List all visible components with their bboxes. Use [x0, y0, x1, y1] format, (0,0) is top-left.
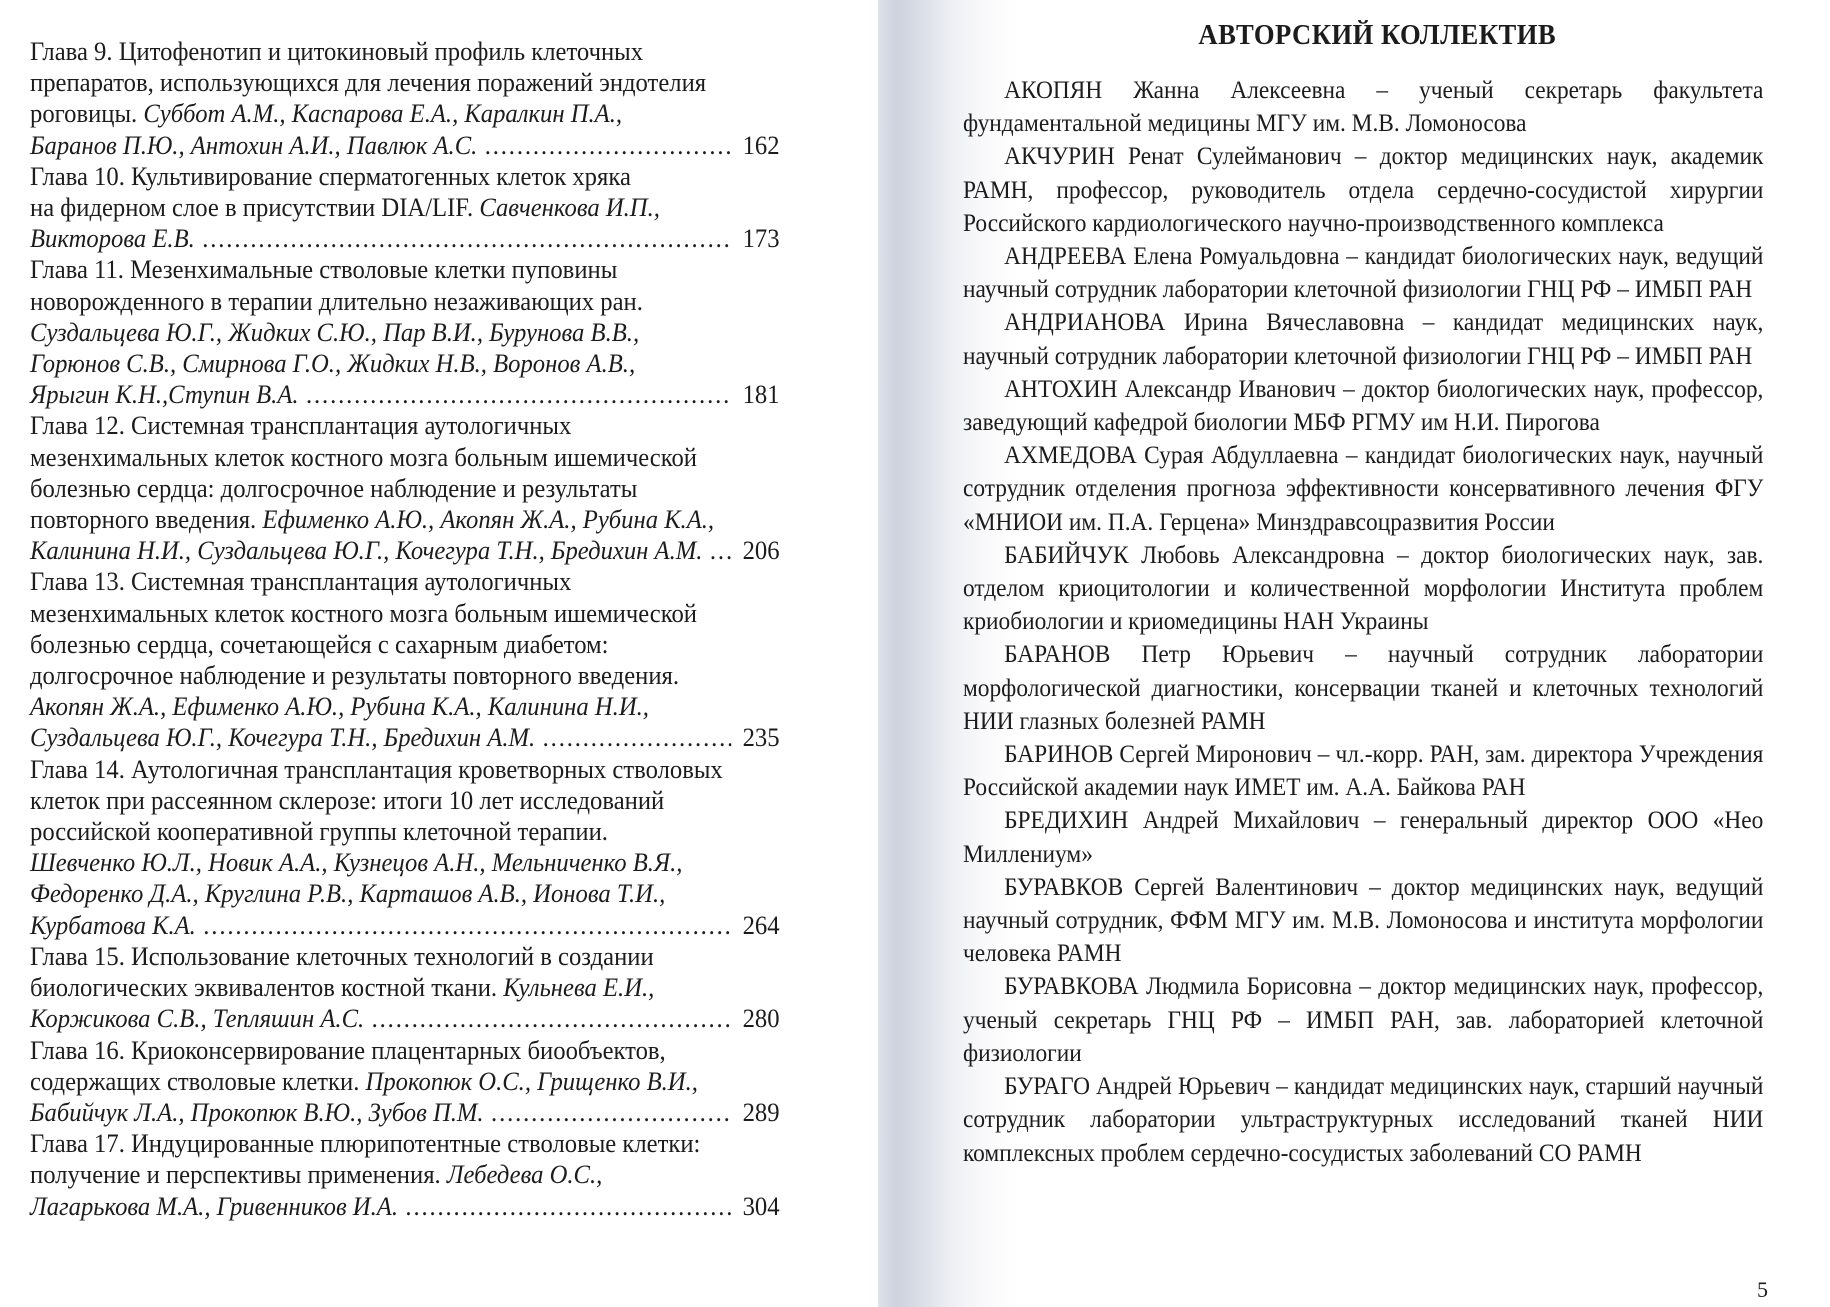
toc-entry[interactable]	[30, 941, 780, 1035]
dot-leader	[405, 1191, 731, 1222]
author-entry	[963, 539, 1763, 639]
author-surname: АХМЕДОВА	[1004, 442, 1137, 470]
toc-title-line: Глава 13. Системная трансплантация аутологичных	[30, 566, 572, 597]
left-page	[0, 0, 880, 1307]
dot-leader	[710, 535, 731, 566]
toc-authors: Ярыгин К.Н.,Ступин В.А.	[30, 379, 299, 410]
author-description: Александр Иванович – доктор биологических наук, профессор, заведующий кафедрой биологии МБФ РГМУ им Н.И. Пирогова	[963, 375, 1764, 437]
toc-page-number[interactable]: 304	[742, 1190, 780, 1221]
toc-title-line	[30, 98, 780, 129]
toc-title-line: Глава 16. Криоконсервирование плацентарных биообъектов,	[30, 1034, 666, 1065]
toc-authors: Лагарькова М.А., Гривенников И.А.	[30, 1190, 398, 1221]
page-number: 5	[1757, 1277, 1768, 1302]
author-description: Ренат Сулейманович – доктор медицинских наук, академик РАМН, профессор, руководитель отдела сердечно-сосудистой хирургии Российского кардиологического научно-производственного комплекса	[963, 143, 1764, 237]
toc-entry[interactable]	[30, 1128, 780, 1222]
author-description: Любовь Александровна – доктор биологических наук, зав. отделом криоцитологии и количественной морфологии Института проблем криобиологии и криомедицины НАН Украины	[963, 541, 1764, 636]
author-surname: АНДРИАНОВА	[1004, 309, 1166, 337]
toc-title-line: клеток при рассеянном склерозе: итоги 10 лет исследований	[30, 784, 665, 815]
toc-entry[interactable]	[30, 754, 780, 941]
author-surname: БРЕДИХИН	[1004, 807, 1129, 835]
author-entry	[963, 871, 1763, 971]
author-list	[963, 74, 1763, 1170]
toc-page-number[interactable]: 235	[742, 722, 780, 753]
toc-authors: Ефименко А.Ю., Акопян Ж.А., Рубина К.А.,	[262, 504, 715, 535]
author-description: Ирина Вячеславовна – кандидат медицинских наук, научный сотрудник лаборатории клеточной физиологии ГНЦ РФ – ИМБП РАН	[963, 309, 1764, 370]
toc-title-line: Глава 12. Системная трансплантация аутологичных	[30, 410, 572, 441]
toc-authors: Суббот А.М., Каспарова Е.А., Каралкин П.А.,	[143, 98, 623, 129]
toc-title-line: Глава 10. Культивирование сперматогенных клеток хряка	[30, 160, 631, 191]
author-surname: АНТОХИН	[1004, 375, 1118, 403]
toc-title-line: препаратов, использующихся для лечения поражений эндотелия	[30, 67, 707, 98]
toc-authors: Калинина Н.И., Суздальцева Ю.Г., Кочегура Т.Н., Бредихин А.М.	[30, 535, 703, 566]
author-entry	[963, 738, 1763, 804]
toc-authors: Суздальцева Ю.Г., Кочегура Т.Н., Бредихин А.М.	[30, 722, 536, 753]
toc-title-line: долгосрочное наблюдение и результаты повторного введения.	[30, 660, 680, 691]
toc-entry[interactable]	[30, 161, 780, 255]
toc-title-line: мезенхимальных клеток костного мозга больным ишемической	[30, 597, 697, 628]
toc-authors: Лебедева О.С.,	[446, 1159, 603, 1190]
author-collective-section	[963, 20, 1763, 1170]
toc-title-line: Глава 11. Мезенхимальные стволовые клетки пуповины	[30, 254, 618, 285]
toc-authors: Прокопюк О.С., Грищенко В.И.,	[365, 1065, 698, 1096]
toc-title-tail: получение и перспективы применения.	[30, 1159, 447, 1190]
dot-leader	[203, 910, 731, 941]
toc-authors: Акопян Ж.А., Ефименко А.Ю., Рубина К.А., Калинина Н.И.,	[30, 691, 649, 722]
author-description: Елена Ромуальдовна – кандидат биологических наук, ведущий научный сотрудник лаборатории клеточной физиологии ГНЦ РФ – ИМБП РАН	[963, 243, 1764, 304]
toc-page-number[interactable]: 206	[742, 535, 780, 566]
author-surname: БАРАНОВ	[1004, 641, 1111, 669]
author-surname: БАРИНОВ	[1004, 741, 1114, 769]
toc-title-tail: роговицы.	[30, 98, 144, 129]
toc-entry[interactable]	[30, 36, 780, 161]
author-description: Людмила Борисовна – доктор медицинских наук, профессор, ученый секретарь ГНЦ РФ – ИМБП РАН, зав. лабораторией клеточной физиологии	[963, 973, 1764, 1067]
author-description: Жанна Алексеевна – ученый секретарь факультета фундаментальной медицины МГУ им. М.В. Ломоносова	[963, 77, 1764, 138]
toc-title-line: болезнью сердца: долгосрочное наблюдение и результаты	[30, 472, 638, 503]
author-entry	[963, 638, 1763, 738]
toc-title-tail: повторного введения.	[30, 504, 263, 535]
toc-entry[interactable]	[30, 1035, 780, 1129]
author-entry	[963, 1070, 1763, 1170]
toc-title-line: мезенхимальных клеток костного мозга больным ишемической	[30, 441, 697, 472]
dot-leader	[372, 1003, 732, 1034]
toc-page-number[interactable]: 264	[742, 909, 780, 940]
author-entry	[963, 439, 1763, 539]
toc-page-number[interactable]: 181	[742, 379, 780, 410]
toc-authors: Викторова Е.В.	[30, 223, 195, 254]
toc-title-line: Глава 14. Аутологичная трансплантация кроветворных стволовых	[30, 753, 723, 784]
toc-title-line	[30, 1159, 780, 1190]
toc-page-number[interactable]: 289	[742, 1096, 780, 1127]
toc-authors: Савченкова И.П.,	[479, 192, 660, 223]
author-description: Сергей Валентинович – доктор медицинских наук, ведущий научный сотрудник, ФФМ МГУ им. М.В. Ломоносова и института морфологии человека РАМН	[963, 873, 1764, 968]
toc-page-number[interactable]: 280	[742, 1003, 780, 1034]
toc-entry[interactable]	[30, 566, 780, 753]
toc-title-line: российской кооперативной группы клеточной терапии.	[30, 816, 608, 847]
author-surname: АКЧУРИН	[1004, 143, 1115, 171]
dot-leader	[202, 223, 731, 254]
author-description: Андрей Юрьевич – кандидат медицинских наук, старший научный сотрудник лаборатории ультраструктурных исследований тканей НИИ комплексных проблем сердечно-сосудистых заболеваний СО РАМН	[963, 1073, 1764, 1167]
author-surname: БУРАВКОВА	[1004, 973, 1139, 1001]
toc-title-tail: содержащих стволовые клетки.	[30, 1065, 366, 1096]
toc-title-line: Глава 9. Цитофенотип и цитокиновый профиль клеточных	[30, 36, 644, 66]
table-of-contents	[30, 36, 780, 1222]
author-surname: АНДРЕЕВА	[1004, 243, 1127, 271]
toc-title-line	[30, 192, 780, 223]
toc-authors: Баранов П.Ю., Антохин А.И., Павлюк А.С.	[30, 129, 478, 160]
toc-title-tail: биологических эквивалентов костной ткани.	[30, 972, 504, 1003]
toc-page-number[interactable]: 173	[742, 223, 780, 254]
author-entry	[963, 240, 1763, 306]
toc-title-line	[30, 972, 780, 1003]
dot-leader	[485, 130, 731, 161]
toc-title-line: новорожденного в терапии длительно незаживающих ран.	[30, 285, 643, 316]
author-entry	[963, 140, 1763, 240]
toc-title-line: Глава 15. Использование клеточных технологий в создании	[30, 940, 654, 971]
toc-authors: Коржикова С.В., Тепляшин А.С.	[30, 1003, 365, 1034]
author-entry	[963, 970, 1763, 1070]
section-title: АВТОРСКИЙ КОЛЛЕКТИВ	[1198, 20, 1557, 51]
author-description: Андрей Михайлович – генеральный директор ООО «Нео Миллениум»	[963, 807, 1764, 868]
toc-authors: Курбатова К.А.	[30, 909, 196, 940]
author-entry	[963, 373, 1763, 439]
toc-authors: Шевченко Ю.Л., Новик А.А., Кузнецов А.Н., Мельниченко В.Я.,	[30, 847, 683, 878]
toc-page-number[interactable]: 162	[742, 129, 780, 160]
toc-entry[interactable]	[30, 254, 780, 410]
dot-leader	[543, 722, 732, 753]
toc-title-line: Глава 17. Индуцированные плюрипотентные стволовые клетки:	[30, 1128, 701, 1159]
toc-title-line: болезнью сердца, сочетающейся с сахарным диабетом:	[30, 628, 609, 659]
toc-authors: Суздальцева Ю.Г., Жидких С.Ю., Пар В.И., Бурунова В.В.,	[30, 316, 640, 347]
toc-title-line	[30, 504, 780, 535]
toc-authors: Федоренко Д.А., Круглина Р.В., Карташов А.В., Ионова Т.И.,	[30, 878, 666, 909]
dot-leader	[306, 379, 731, 410]
author-description: Петр Юрьевич – научный сотрудник лаборатории морфологической диагностики, консервации тканей и клеточных технологий НИИ глазных болезней РАМН	[963, 641, 1764, 735]
author-entry	[963, 804, 1763, 870]
right-page	[878, 0, 1830, 1307]
dot-leader	[491, 1097, 731, 1128]
author-entry	[963, 306, 1763, 372]
toc-authors: Кульнева Е.И.,	[503, 972, 655, 1003]
author-surname: БУРАВКОВ	[1004, 873, 1124, 901]
toc-authors: Горюнов С.В., Смирнова Г.О., Жидких Н.В., Воронов А.В.,	[30, 348, 636, 379]
author-surname: БУРАГО	[1004, 1073, 1090, 1101]
toc-entry[interactable]	[30, 410, 780, 566]
author-entry	[963, 74, 1763, 140]
author-description: Сергей Миронович – чл.-корр. РАН, зам. директора Учреждения Российской академии наук ИМЕТ им. А.А. Байкова РАН	[963, 741, 1764, 802]
toc-title-tail: на фидерном слое в присутствии DIA/LIF.	[30, 192, 480, 223]
author-surname: АКОПЯН	[1004, 77, 1103, 104]
author-description: Сурая Абдуллаевна – кандидат биологических наук, научный сотрудник отделения прогноза эффективности консервативного лечения ФГУ «МНИОИ им. П.А. Герцена» Минздравсоцразвития России	[963, 442, 1764, 536]
toc-authors: Бабийчук Л.А., Прокопюк В.Ю., Зубов П.М.	[30, 1096, 484, 1127]
toc-title-line	[30, 1066, 780, 1097]
author-surname: БАБИЙЧУК	[1004, 541, 1129, 569]
